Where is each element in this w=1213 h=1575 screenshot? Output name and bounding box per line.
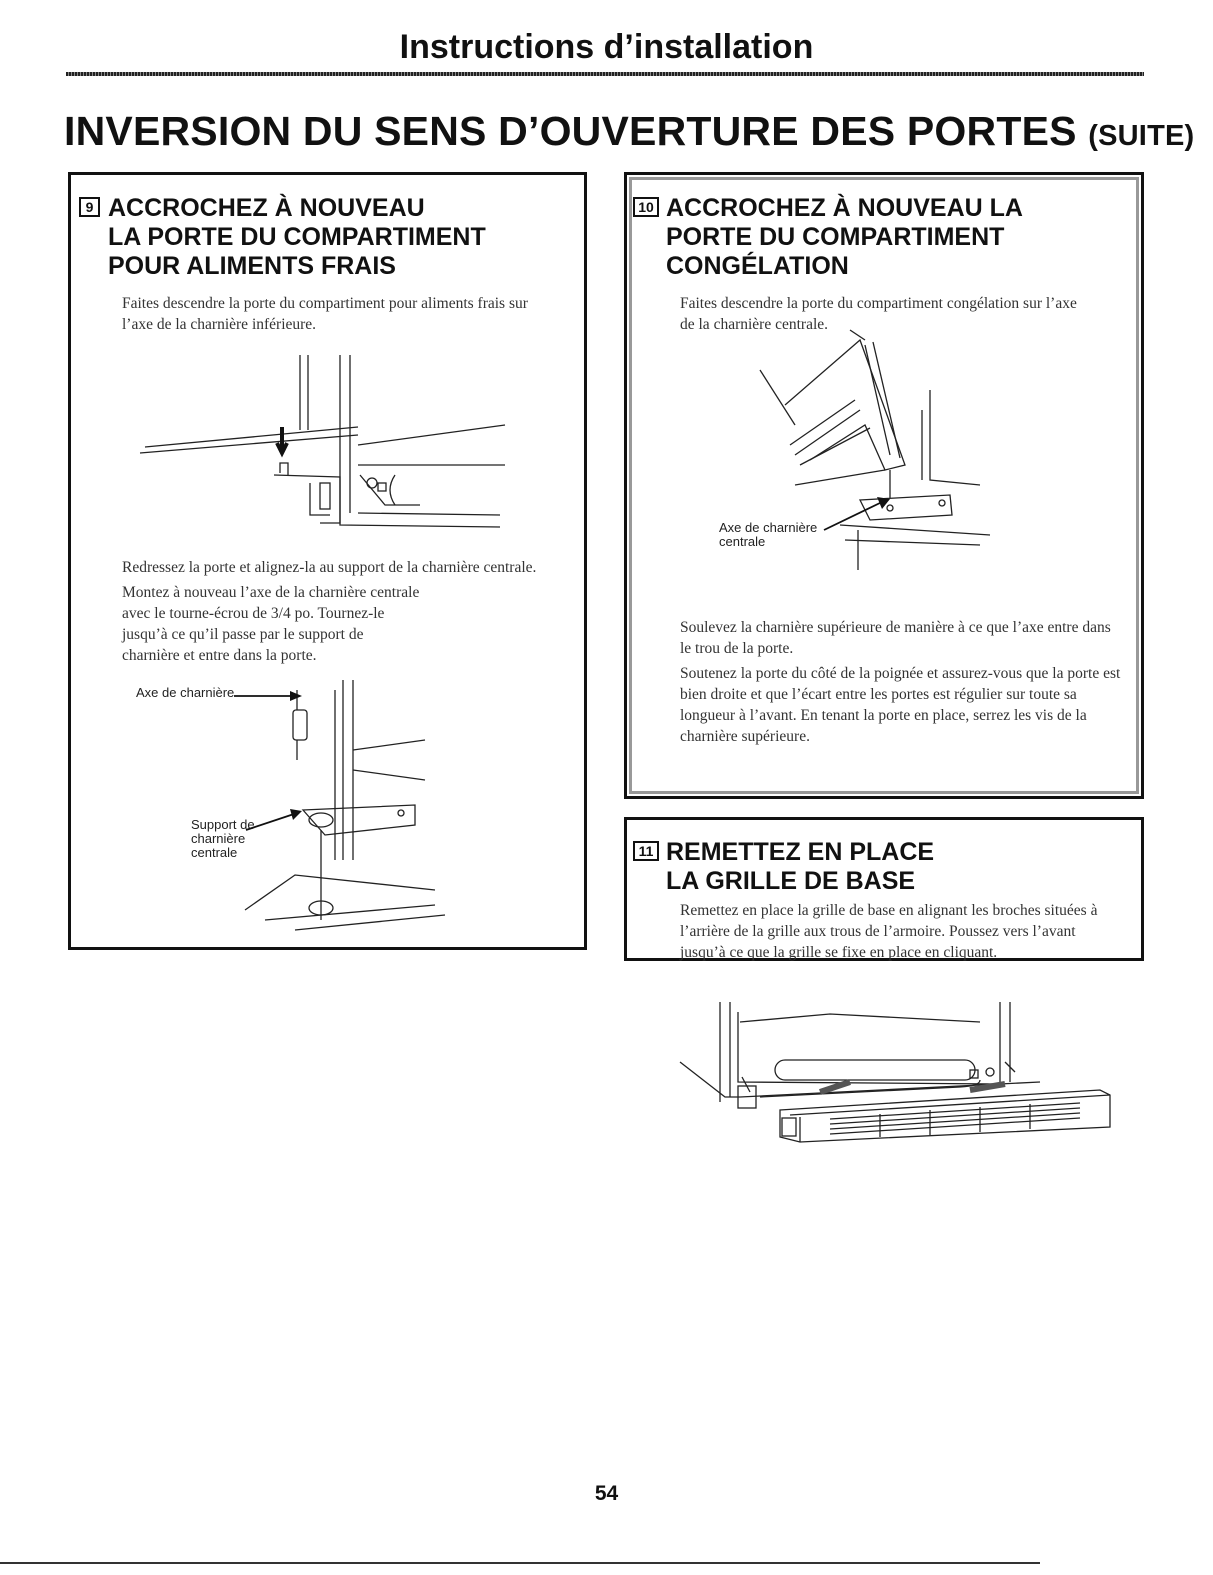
page-title-main: INVERSION DU SENS D’OUVERTURE DES PORTES (64, 108, 1077, 154)
step-9-paragraph: Faites descendre la porte du compartiment pour aliments frais sur l’axe de la charnière inférieure. (122, 295, 528, 333)
arrow-icon (824, 494, 894, 534)
step-9-intro (122, 293, 537, 339)
header-rule (66, 72, 1144, 76)
step-10-heading-line: ACCROCHEZ À NOUVEAU LA (666, 194, 1023, 222)
step-11-number: 11 (633, 841, 659, 861)
step-9-caption-hinge-pin: Axe de charnière (136, 685, 235, 700)
step-10-caption-line: centrale (719, 534, 766, 549)
step-10-paragraph: Faites descendre la porte du compartiment congélation sur l’axe de la charnière centrale. (680, 295, 1077, 333)
step-9-heading-line: ACCROCHEZ À NOUVEAU (108, 194, 425, 222)
footer-rule (0, 1562, 1040, 1564)
step-10-body (680, 617, 1125, 751)
center-hinge-freezer-illustration (690, 330, 1030, 600)
step-9-paragraph: Montez à nouveau l’axe de la charnière centrale avec le tourne-écrou de 3/4 po. Tournez-le jusqu’à ce qu’il passe par le support de charnière et entre dans la porte. (122, 584, 420, 664)
step-10-caption-line: Axe de charnière (719, 520, 818, 535)
step-10-heading-line: CONGÉLATION (666, 252, 849, 280)
grille-slots (830, 1103, 1080, 1137)
step-9-paragraph: Redressez la porte et alignez-la au support de la charnière centrale. (122, 559, 537, 576)
page-title (64, 108, 1194, 155)
step-9-heading-line: LA PORTE DU COMPARTIMENT (108, 223, 486, 251)
page-title-suffix: (SUITE) (1088, 120, 1195, 152)
arrow-icon (234, 688, 304, 704)
section-title: Instructions d’installation (399, 28, 814, 66)
base-grille-illustration (680, 1002, 1120, 1122)
page-number: 54 (594, 1482, 619, 1505)
step-11-heading-line: REMETTEZ EN PLACE (666, 838, 935, 866)
step-10-heading-line: PORTE DU COMPARTIMENT (666, 223, 1005, 251)
step-11-heading-line: LA GRILLE DE BASE (666, 867, 916, 895)
step-10-number: 10 (633, 197, 659, 217)
step-10-heading (666, 194, 1023, 281)
step-9-body (122, 557, 542, 670)
arrow-icon (246, 808, 306, 838)
lower-hinge-illustration (140, 355, 520, 540)
step-9-heading-line: POUR ALIMENTS FRAIS (108, 252, 396, 280)
step-11-heading (666, 838, 934, 896)
step-11-body (680, 900, 1100, 967)
step-10-paragraph: Soulevez la charnière supérieure de manière à ce que l’axe entre dans le trou de la porte. (680, 619, 1111, 657)
step-9-caption-line: centrale (191, 845, 238, 860)
step-10-caption-hinge (719, 521, 817, 549)
step-9-heading (108, 194, 486, 281)
step-9-number: 9 (79, 197, 100, 217)
step-9-caption-line: charnière (191, 831, 246, 846)
step-11-paragraph: Remettez en place la grille de base en alignant les broches situées à l’arrière de la grille aux trous de l’armoire. Poussez vers l’avant jusqu’à ce que la grille se fixe en place en cliquant. (680, 902, 1098, 961)
step-9-caption-line: Support de (191, 817, 255, 832)
step-10-paragraph: Soutenez la porte du côté de la poignée et assurez-vous que la porte est bien droite et que l’écart entre les portes est régulier sur toute sa longueur à l’avant. En tenant la porte en place, serrez les vis de la charnière supérieure. (680, 665, 1121, 745)
